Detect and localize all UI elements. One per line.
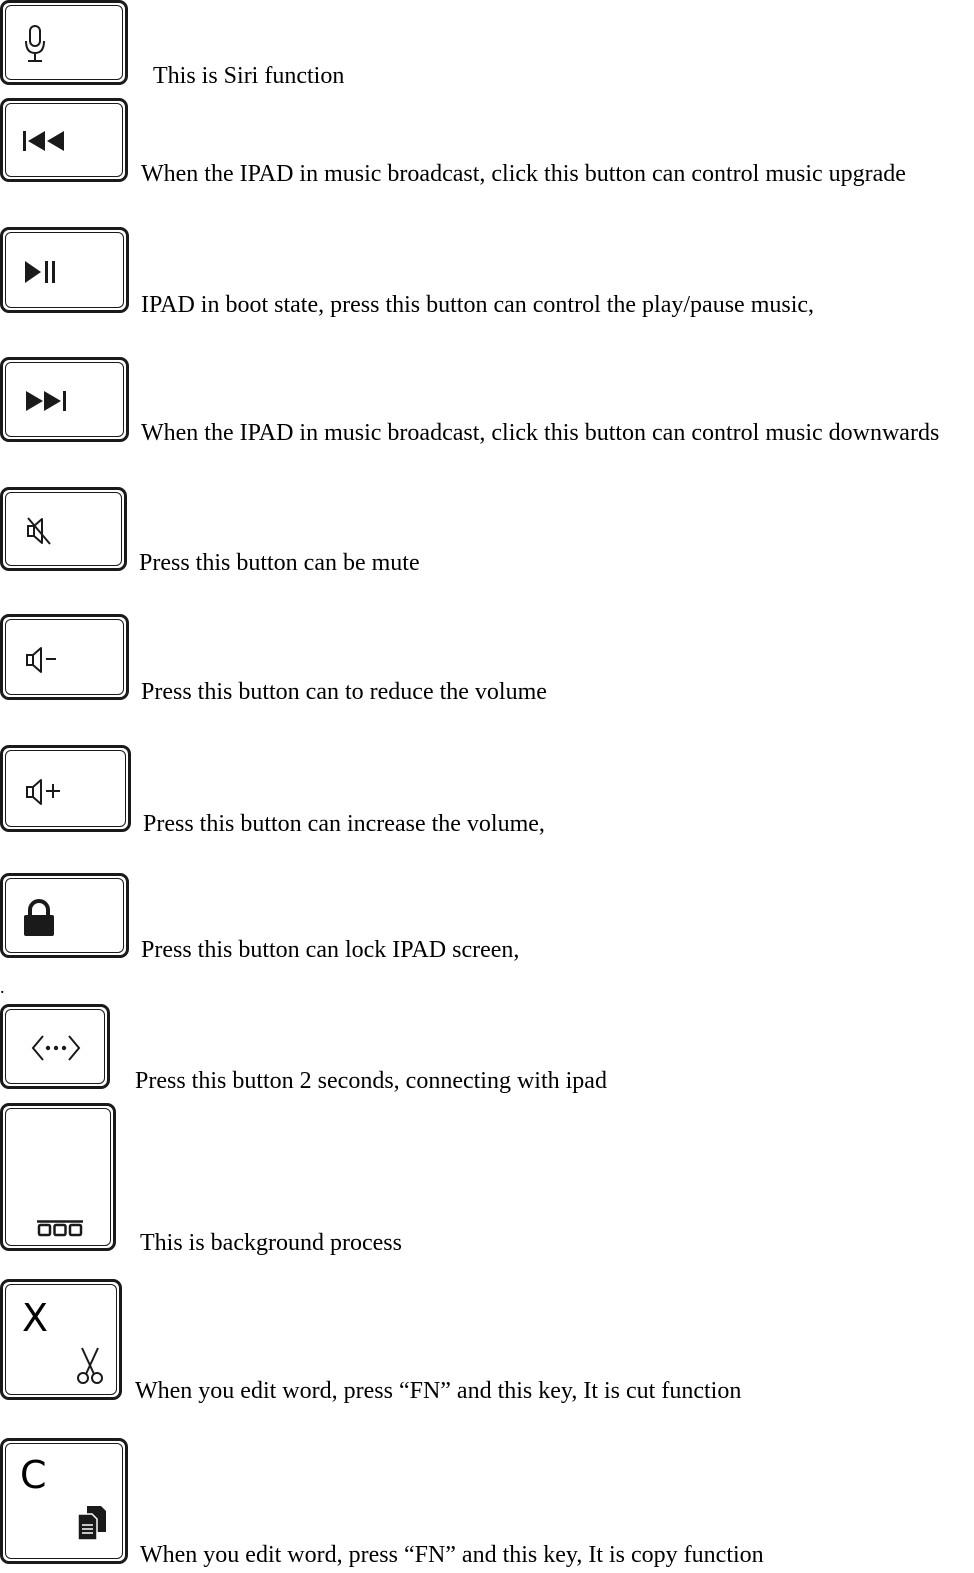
scissors-icon (75, 1347, 105, 1385)
bluetooth-connect-description: Press this button 2 seconds, connecting with ipad (135, 1068, 607, 1094)
next-track-description: When the IPAD in music broadcast, click this button can control music downwards (141, 420, 940, 446)
lock-icon (23, 899, 55, 937)
volume-down-icon (25, 646, 59, 674)
siri-key (0, 0, 128, 85)
cut-description: When you edit word, press “FN” and this key, It is cut function (135, 1378, 742, 1404)
next-track-icon (24, 390, 70, 412)
previous-track-icon (22, 130, 68, 152)
copy-description: When you edit word, press “FN” and this key, It is copy function (140, 1542, 764, 1568)
mute-key (0, 487, 127, 571)
copy-key-letter: C (20, 1453, 47, 1497)
background-process-key (0, 1103, 116, 1251)
play-pause-description: IPAD in boot state, press this button can control the play/pause music, (141, 292, 815, 318)
bluetooth-connect-icon (31, 1034, 81, 1062)
stray-mark: . (0, 977, 5, 997)
background-process-icon (36, 1220, 84, 1236)
mute-description: Press this button can be mute (139, 550, 420, 576)
cut-key (0, 1279, 122, 1400)
cut-key-letter: X (22, 1296, 49, 1340)
volume-down-description: Press this button can to reduce the volume (141, 679, 547, 705)
bluetooth-connect-key (0, 1004, 110, 1089)
volume-up-icon (25, 778, 63, 806)
microphone-icon (23, 25, 47, 65)
play-pause-key (0, 227, 129, 313)
volume-up-key (0, 745, 131, 832)
previous-track-description: When the IPAD in music broadcast, click this button can control music upgrade (141, 161, 906, 187)
volume-up-description: Press this button can increase the volume, (143, 811, 545, 837)
copy-key (0, 1438, 128, 1564)
volume-down-key (0, 614, 129, 700)
lock-key (0, 873, 129, 958)
siri-description: This is Siri function (153, 63, 345, 89)
previous-track-key (0, 98, 128, 182)
copy-document-icon (76, 1504, 108, 1542)
mute-icon (26, 516, 54, 546)
play-pause-icon (24, 260, 58, 284)
next-track-key (0, 357, 129, 442)
background-process-description: This is background process (140, 1230, 402, 1256)
lock-description: Press this button can lock IPAD screen, (141, 937, 520, 963)
